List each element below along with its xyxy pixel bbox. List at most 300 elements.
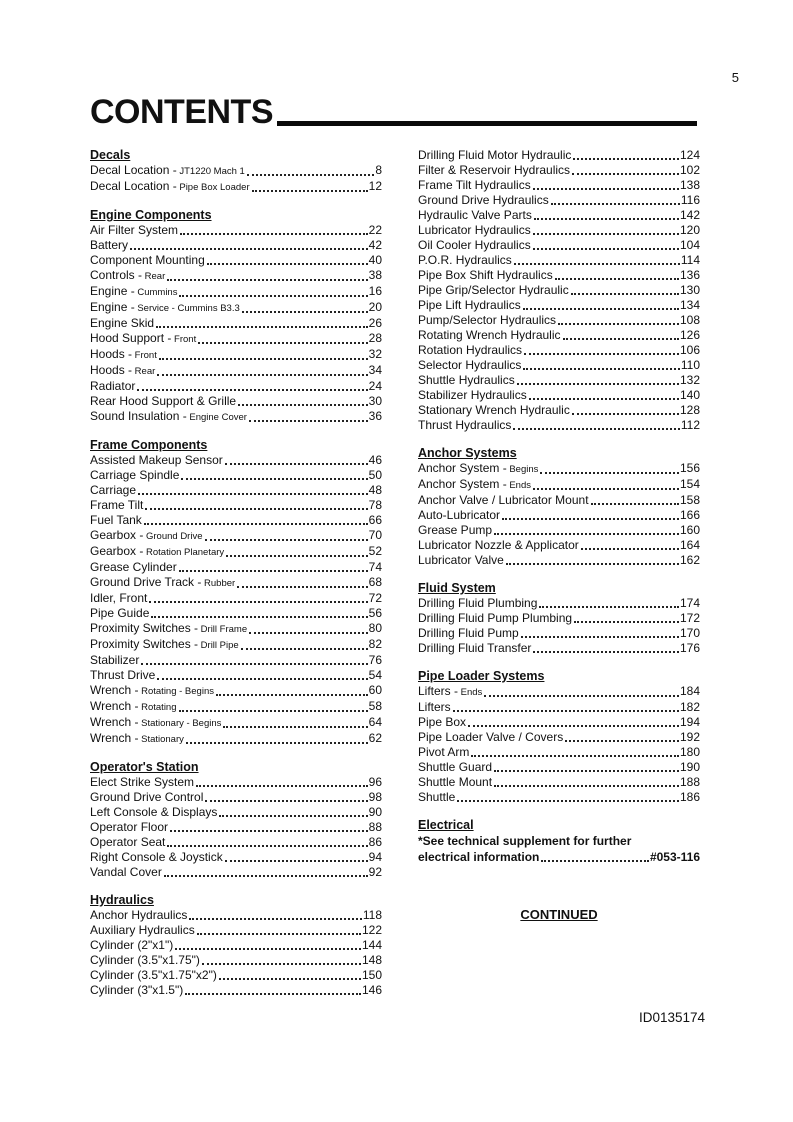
toc-entry xyxy=(90,300,382,316)
entry-page-number: 106 xyxy=(679,343,700,357)
leader-dots xyxy=(181,478,367,480)
toc-entry xyxy=(418,745,700,760)
entry-label: Anchor Hydraulics xyxy=(90,908,188,922)
toc-entry xyxy=(418,268,700,283)
leader-dots xyxy=(468,725,679,727)
page-title: CONTENTS xyxy=(90,93,273,131)
leader-dots xyxy=(186,742,368,744)
leader-dots xyxy=(494,770,679,772)
entry-page-number: 30 xyxy=(368,394,382,408)
leader-dots xyxy=(571,293,679,295)
section-heading: Fluid System xyxy=(418,581,496,595)
entry-label: Sound Insulation - Engine Cover xyxy=(90,409,247,423)
leader-dots xyxy=(247,174,374,176)
entry-page-number: 150 xyxy=(361,968,382,982)
leader-dots xyxy=(207,263,368,265)
toc-entry xyxy=(418,328,700,343)
entry-sublabel: Drill Frame xyxy=(198,624,248,635)
entry-label: Controls - Rear xyxy=(90,268,166,282)
leader-dots xyxy=(196,785,368,787)
entry-label: Cylinder (3.5"x1.75") xyxy=(90,953,200,967)
toc-entry xyxy=(90,790,382,805)
toc-entry xyxy=(90,908,382,923)
leader-dots xyxy=(524,353,679,355)
entry-page-number: 110 xyxy=(680,358,700,372)
toc-section xyxy=(418,581,700,656)
toc-entry xyxy=(90,316,382,331)
leader-dots xyxy=(216,694,368,696)
leader-dots xyxy=(453,710,679,712)
toc-entry xyxy=(418,178,700,193)
toc-entry xyxy=(90,850,382,865)
document-id: ID0135174 xyxy=(638,1010,705,1025)
toc-entry xyxy=(90,637,382,653)
entry-sublabel: Stationary - Begins xyxy=(138,718,222,729)
toc-section xyxy=(418,818,700,865)
entry-page-number: 172 xyxy=(679,611,700,625)
entry-page-number: 32 xyxy=(368,347,382,361)
toc-entry xyxy=(90,179,382,195)
leader-dots xyxy=(242,311,368,313)
entry-page-number: 158 xyxy=(679,493,700,507)
leader-dots xyxy=(533,188,679,190)
toc-entry xyxy=(90,284,382,300)
toc-entry xyxy=(90,715,382,731)
entry-page-number: 138 xyxy=(679,178,700,192)
toc-entry xyxy=(90,394,382,409)
entry-page-number: 68 xyxy=(368,575,382,589)
entry-page-number: 96 xyxy=(368,775,382,789)
leader-dots xyxy=(179,710,368,712)
entry-label: Lubricator Hydraulics xyxy=(418,223,531,237)
entry-page-number: 58 xyxy=(368,699,382,713)
entry-label: Right Console & Joystick xyxy=(90,850,223,864)
entry-page-number: 140 xyxy=(679,388,700,402)
entry-page-number: 170 xyxy=(679,626,700,640)
toc-entry xyxy=(90,498,382,513)
entry-label: Battery xyxy=(90,238,129,252)
leader-dots xyxy=(167,279,367,281)
entry-label: Wrench - Rotating xyxy=(90,699,177,713)
entry-page-number: 174 xyxy=(679,596,700,610)
entry-page-number: #053-116 xyxy=(649,850,700,864)
entry-label: Stabilizer xyxy=(90,653,140,667)
leader-dots xyxy=(219,978,361,980)
toc-entry xyxy=(90,223,382,238)
leader-dots xyxy=(164,875,368,877)
entry-label: Frame Tilt xyxy=(90,498,144,512)
entry-sublabel: Ground Drive xyxy=(143,531,203,542)
toc-entry xyxy=(90,409,382,425)
leader-dots xyxy=(533,233,679,235)
toc-entry xyxy=(90,923,382,938)
entry-page-number: 130 xyxy=(679,283,700,297)
entry-label: Grease Cylinder xyxy=(90,560,177,574)
entry-page-number: 176 xyxy=(679,641,700,655)
entry-page-number: 98 xyxy=(368,790,382,804)
leader-dots xyxy=(551,203,680,205)
toc-entry xyxy=(418,730,700,745)
toc-entry xyxy=(90,528,382,544)
entry-page-number: 126 xyxy=(679,328,700,342)
entry-page-number: 12 xyxy=(368,179,382,193)
entry-page-number: 180 xyxy=(679,745,700,759)
leader-dots xyxy=(249,632,368,634)
entry-page-number: 112 xyxy=(680,418,700,432)
entry-label: Drilling Fluid Pump Plumbing xyxy=(418,611,573,625)
toc-entry xyxy=(90,591,382,606)
entry-page-number: 122 xyxy=(361,923,382,937)
toc-entry xyxy=(90,379,382,394)
entry-page-number: 148 xyxy=(361,953,382,967)
toc-entry xyxy=(90,805,382,820)
leader-dots xyxy=(572,413,679,415)
leader-dots xyxy=(170,830,368,832)
entry-label: Pipe Box xyxy=(418,715,467,729)
entry-label: Elect Strike System xyxy=(90,775,195,789)
toc-entry xyxy=(418,477,700,493)
entry-label: Air Filter System xyxy=(90,223,179,237)
leader-dots xyxy=(157,374,367,376)
entry-label: Shuttle Guard xyxy=(418,760,493,774)
entry-page-number: 164 xyxy=(679,538,700,552)
leader-dots xyxy=(581,548,679,550)
toc-entry xyxy=(90,575,382,591)
entry-page-number: 118 xyxy=(362,908,382,922)
leader-dots xyxy=(138,493,368,495)
toc-entry xyxy=(418,849,700,865)
toc-entry xyxy=(90,668,382,683)
entry-label: Operator Floor xyxy=(90,820,169,834)
entry-label: Pivot Arm xyxy=(418,745,470,759)
entry-label: Ground Drive Track - Rubber xyxy=(90,575,236,589)
toc-entry xyxy=(90,983,382,998)
toc-entry xyxy=(90,253,382,268)
toc-section xyxy=(90,893,382,998)
entry-page-number: 116 xyxy=(680,193,700,207)
entry-page-number: 70 xyxy=(368,528,382,542)
toc-entry xyxy=(418,684,700,700)
entry-label: Anchor System - Ends xyxy=(418,477,531,491)
toc-entry xyxy=(90,331,382,347)
entry-label: Shuttle Mount xyxy=(418,775,493,789)
leader-dots xyxy=(225,463,368,465)
entry-label: Cylinder (3"x1.5") xyxy=(90,983,184,997)
toc-entry xyxy=(90,606,382,621)
toc-entry xyxy=(418,523,700,538)
entry-label: Radiator xyxy=(90,379,136,393)
entry-sublabel: Rotation Planetary xyxy=(143,547,225,558)
entry-label: Hydraulic Valve Parts xyxy=(418,208,532,222)
leader-dots xyxy=(225,860,368,862)
entry-label: P.O.R. Hydraulics xyxy=(418,253,512,267)
entry-label: Anchor Valve / Lubricator Mount xyxy=(418,493,589,507)
toc-column-right xyxy=(418,148,700,878)
toc-section xyxy=(418,446,700,568)
entry-label: Cylinder (3.5"x1.75"x2") xyxy=(90,968,217,982)
entry-label: Assisted Makeup Sensor xyxy=(90,453,223,467)
leader-dots xyxy=(523,308,679,310)
entry-page-number: 34 xyxy=(368,363,382,377)
leader-dots xyxy=(471,755,679,757)
entry-sublabel: Pipe Box Loader xyxy=(176,182,250,193)
entry-label: Lifters - Ends xyxy=(418,684,483,698)
leader-dots xyxy=(529,398,679,400)
toc-entry xyxy=(90,238,382,253)
entry-label: Filter & Reservoir Hydraulics xyxy=(418,163,571,177)
toc-entry xyxy=(90,775,382,790)
entry-sublabel: Rotating - Begins xyxy=(138,686,214,697)
entry-label: Component Mounting xyxy=(90,253,205,267)
entry-page-number: 86 xyxy=(368,835,382,849)
entry-page-number: 54 xyxy=(368,668,382,682)
toc-entry xyxy=(90,835,382,850)
leader-dots xyxy=(494,785,679,787)
entry-page-number: 124 xyxy=(679,148,700,162)
entry-label: Proximity Switches - Drill Frame xyxy=(90,621,248,635)
toc-entry xyxy=(418,641,700,656)
leader-dots xyxy=(591,503,679,505)
entry-sublabel: Rotating xyxy=(138,702,177,713)
toc-entry xyxy=(418,700,700,715)
toc-section xyxy=(90,208,382,425)
entry-page-number: 92 xyxy=(368,865,382,879)
toc-column-left xyxy=(90,148,382,1011)
leader-dots xyxy=(137,389,367,391)
leader-dots xyxy=(205,800,367,802)
entry-label: Rotating Wrench Hydraulic xyxy=(418,328,561,342)
toc-entry xyxy=(418,208,700,223)
entry-label: Carriage Spindle xyxy=(90,468,180,482)
toc-entry xyxy=(418,493,700,508)
entry-page-number: 186 xyxy=(679,790,700,804)
title-row xyxy=(90,94,697,130)
leader-dots xyxy=(179,295,367,297)
entry-label: Decal Location - Pipe Box Loader xyxy=(90,179,250,193)
entry-label: Hood Support - Front xyxy=(90,331,197,345)
section-heading: Frame Components xyxy=(90,438,208,452)
entry-page-number: 82 xyxy=(368,637,382,651)
leader-dots xyxy=(167,845,367,847)
entry-label: Wrench - Stationary - Begins xyxy=(90,715,222,729)
leader-dots xyxy=(180,233,368,235)
entry-sublabel: Ends xyxy=(458,687,483,698)
entry-label: Stationary Wrench Hydraulic xyxy=(418,403,570,417)
leader-dots xyxy=(237,586,367,588)
entry-page-number: 136 xyxy=(679,268,700,282)
entry-label: Pipe Box Shift Hydraulics xyxy=(418,268,553,282)
entry-page-number: 56 xyxy=(368,606,382,620)
leader-dots xyxy=(130,248,368,250)
toc-entry xyxy=(90,699,382,715)
entry-page-number: 62 xyxy=(368,731,382,745)
leader-dots xyxy=(198,342,367,344)
entry-label: Proximity Switches - Drill Pipe xyxy=(90,637,239,651)
leader-dots xyxy=(574,621,679,623)
toc-entry xyxy=(418,283,700,298)
toc-entry xyxy=(90,363,382,379)
toc-entry xyxy=(418,538,700,553)
leader-dots xyxy=(226,555,367,557)
toc-entry xyxy=(418,298,700,313)
section-heading: Decals xyxy=(90,148,131,162)
page-number: 5 xyxy=(731,70,739,85)
leader-dots xyxy=(533,488,679,490)
toc-entry xyxy=(418,553,700,568)
entry-page-number: 28 xyxy=(368,331,382,345)
entry-sublabel: JT1220 Mach 1 xyxy=(176,166,245,177)
entry-label: Vandal Cover xyxy=(90,865,162,879)
entry-page-number: 132 xyxy=(679,373,700,387)
leader-dots xyxy=(457,800,679,802)
entry-label: Shuttle xyxy=(418,790,456,804)
entry-label: Lubricator Valve xyxy=(418,553,504,567)
entry-page-number: 90 xyxy=(368,805,382,819)
entry-page-number: 194 xyxy=(679,715,700,729)
entry-label: Drilling Fluid Pump xyxy=(418,626,519,640)
entry-label: Wrench - Rotating - Begins xyxy=(90,683,214,697)
entry-label: Auxiliary Hydraulics xyxy=(90,923,195,937)
entry-sublabel: Cummins xyxy=(134,287,178,298)
entry-page-number: 36 xyxy=(368,409,382,423)
toc-entry xyxy=(418,461,700,477)
entry-sublabel: Ends xyxy=(506,480,531,491)
leader-dots xyxy=(141,663,367,665)
leader-dots xyxy=(494,533,679,535)
entry-page-number: 120 xyxy=(679,223,700,237)
section-heading: Hydraulics xyxy=(90,893,154,907)
toc-section xyxy=(90,148,382,195)
leader-dots xyxy=(157,678,367,680)
leader-dots xyxy=(151,616,367,618)
entry-label: Lubricator Nozzle & Applicator xyxy=(418,538,579,552)
leader-dots xyxy=(205,539,368,541)
entry-page-number: 80 xyxy=(368,621,382,635)
toc-entry xyxy=(90,544,382,560)
toc-entry xyxy=(418,403,700,418)
leader-dots xyxy=(563,338,679,340)
entry-label: Carriage xyxy=(90,483,137,497)
entry-page-number: 102 xyxy=(679,163,700,177)
entry-page-number: 184 xyxy=(679,684,700,698)
toc-section xyxy=(418,148,700,433)
leader-dots xyxy=(513,428,680,430)
leader-dots xyxy=(223,726,367,728)
toc-entry xyxy=(418,626,700,641)
entry-label: Pipe Lift Hydraulics xyxy=(418,298,521,312)
toc-section xyxy=(90,760,382,880)
leader-dots xyxy=(484,695,679,697)
leader-dots xyxy=(252,190,368,192)
toc-entry xyxy=(418,343,700,358)
leader-dots xyxy=(238,404,368,406)
entry-sublabel: Front xyxy=(171,334,197,345)
entry-label: Anchor System - Begins xyxy=(418,461,539,475)
toc-entry xyxy=(90,347,382,363)
toc-entry xyxy=(90,953,382,968)
toc-entry xyxy=(418,253,700,268)
entry-label: Drilling Fluid Motor Hydraulic xyxy=(418,148,572,162)
toc-entry xyxy=(418,358,700,373)
toc-entry xyxy=(418,148,700,163)
toc-entry xyxy=(90,560,382,575)
entry-page-number: 88 xyxy=(368,820,382,834)
section-heading: Electrical xyxy=(418,818,474,832)
entry-sublabel: Front xyxy=(132,350,157,361)
toc-entry xyxy=(90,653,382,668)
entry-page-number: 22 xyxy=(368,223,382,237)
entry-label: Engine Skid xyxy=(90,316,155,330)
toc-entry xyxy=(418,418,700,433)
toc-entry xyxy=(418,508,700,523)
entry-label: Thrust Hydraulics xyxy=(418,418,512,432)
leader-dots xyxy=(539,606,679,608)
entry-page-number: 108 xyxy=(679,313,700,327)
entry-page-number: 60 xyxy=(368,683,382,697)
entry-label: Pipe Grip/Selector Hydraulic xyxy=(418,283,569,297)
leader-dots xyxy=(506,563,679,565)
leader-dots xyxy=(534,218,679,220)
title-underline-rule xyxy=(277,121,697,126)
entry-page-number: 46 xyxy=(368,453,382,467)
leader-dots xyxy=(175,948,361,950)
entry-page-number: 114 xyxy=(680,253,700,267)
entry-label: Decal Location - JT1220 Mach 1 xyxy=(90,163,245,177)
toc-entry xyxy=(90,513,382,528)
toc-entry xyxy=(90,820,382,835)
entry-page-number: 182 xyxy=(679,700,700,714)
entry-label: Operator Seat xyxy=(90,835,166,849)
leader-dots xyxy=(555,278,679,280)
entry-label: Stabilizer Hydraulics xyxy=(418,388,527,402)
section-heading: Operator's Station xyxy=(90,760,199,774)
entry-label: Hoods - Front xyxy=(90,347,157,361)
entry-label: Selector Hydraulics xyxy=(418,358,522,372)
entry-sublabel: Rear xyxy=(132,366,156,377)
entry-page-number: 72 xyxy=(368,591,382,605)
entry-page-number: 94 xyxy=(368,850,382,864)
leader-dots xyxy=(185,993,361,995)
toc-entry xyxy=(90,468,382,483)
leader-dots xyxy=(533,248,679,250)
leader-dots xyxy=(202,963,361,965)
entry-page-number: 78 xyxy=(368,498,382,512)
entry-label: Engine - Service - Cummins B3.3 xyxy=(90,300,240,314)
entry-page-number: 104 xyxy=(679,238,700,252)
entry-label: Grease Pump xyxy=(418,523,493,537)
entry-page-number: 76 xyxy=(368,653,382,667)
entry-page-number: 134 xyxy=(679,298,700,312)
toc-entry xyxy=(418,611,700,626)
section-heading: Engine Components xyxy=(90,208,212,222)
entry-page-number: 162 xyxy=(679,553,700,567)
entry-page-number: 66 xyxy=(368,513,382,527)
entry-page-number: 24 xyxy=(368,379,382,393)
toc-entry xyxy=(90,731,382,747)
entry-page-number: 166 xyxy=(679,508,700,522)
leader-dots xyxy=(517,383,679,385)
toc-entry xyxy=(90,163,382,179)
leader-dots xyxy=(179,570,368,572)
section-heading: Anchor Systems xyxy=(418,446,517,460)
leader-dots xyxy=(197,933,361,935)
toc-entry xyxy=(418,163,700,178)
toc-entry xyxy=(90,968,382,983)
entry-label: Thrust Drive xyxy=(90,668,156,682)
entry-page-number: 146 xyxy=(361,983,382,997)
leader-dots xyxy=(249,420,368,422)
leader-dots xyxy=(241,648,368,650)
